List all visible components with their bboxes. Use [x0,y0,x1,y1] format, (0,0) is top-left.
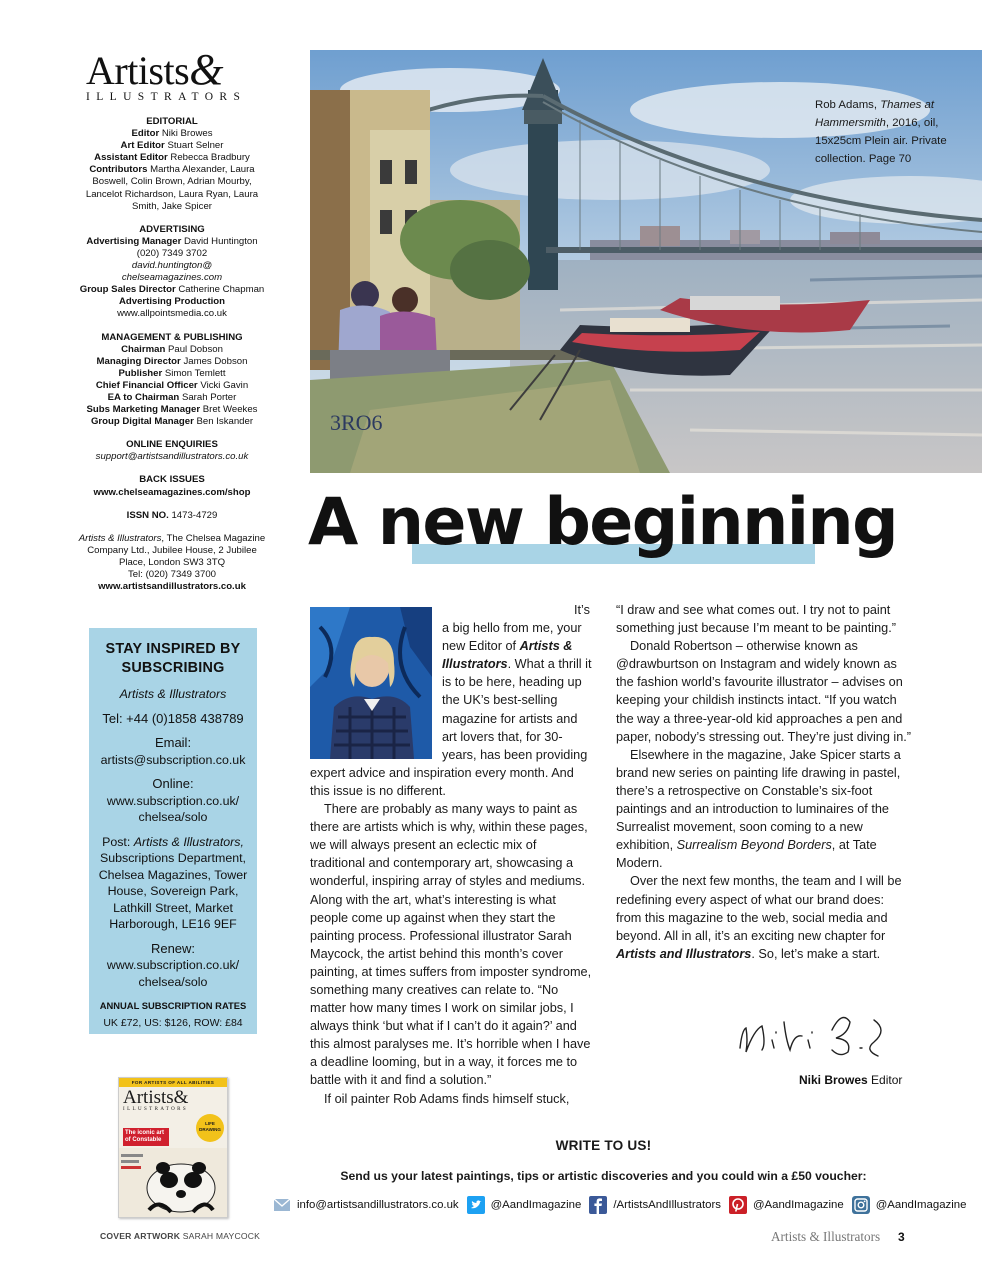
subscribe-rates: UK £72, US: $126, ROW: £84 [103,1016,243,1029]
hero-caption-artist: Rob Adams, [815,99,881,111]
hero-caption-title: Thames at Hammersmith [815,99,935,129]
contact-instagram[interactable] [852,1196,967,1214]
subscribe-post-mag: Artists & Illustrators, [133,834,244,849]
pinterest-icon [729,1196,747,1214]
signature-name [799,1073,902,1087]
credits-company [78,533,266,593]
contributors-label: Contributors [89,164,148,176]
col1-intro-b: . What a thrill it is to be here, heading up the UK’s best-selling magazine for artists and art lovers that, for 30-years, has been providing expert advice and inspiration every month. And this issue is no different. [310,657,592,798]
contact-row [273,1193,966,1217]
advertising-heading: ADVERTISING [139,223,205,235]
ad-phone: (020) 7349 3702 [136,247,208,259]
col2-p3-exhibit: Surrealism Beyond Borders [676,838,832,853]
assistant-editor-name: Rebecca Bradbury [170,152,250,164]
contact-twitter[interactable] [467,1196,582,1214]
back-issues-heading: BACK ISSUES [139,474,205,486]
group-sales-name: Catherine Chapman [178,284,265,296]
footer-page-number: 3 [898,1230,905,1244]
art-editor-name: Stuart Selner [167,140,224,152]
editor-signature [732,1000,892,1070]
write-to-us-subtitle: Send us your latest paintings, tips or artistic discoveries and you could win a £50 voucher: [340,1169,867,1183]
col2-p3-a: Elsewhere in the magazine, Jake Spicer starts a brand new series on painting life drawing in pastel, there’s a retrospective on Constable’s six-foot paintings and an introduction to luminaires of the Surrealist movement, soon coming to a new exhibition, [616,747,901,853]
subscribe-mag-name: Artists & Illustrators [119,687,227,701]
contact-email-text[interactable]: info@artistsandillustrators.co.uk [297,1199,459,1211]
ad-email-line1[interactable]: david.huntington@ [131,260,213,272]
signature-editor-name: Niki Browes [799,1073,868,1087]
col2-paragraph-2: Donald Robertson – otherwise known as @drawburtson on Instagram and widely known as the fashion world’s favourite illustrator – advises on keeping your childish instincts intact. “If you watch the way a three-year-old kid approaches a pen and paper, nobody’s stressing out. They’re just diving in.” [616,639,912,744]
col2-p3-b: , at Tate Modern. [616,838,877,871]
logo-subtitle: ILLUSTRATORS [86,91,247,103]
logo-ampersand: & [189,45,223,94]
md-name: James Dobson [183,355,248,367]
credits-advertising [78,224,266,321]
subscribe-tel: Tel: +44 (0)1858 438789 [102,710,244,726]
contact-pinterest[interactable] [729,1196,844,1214]
credits-back-issues [78,474,266,498]
company-name: Artists & Illustrators [78,532,162,544]
col1-paragraph-1 [310,601,592,800]
issn-label: ISSN NO. [126,509,169,521]
art-editor-label: Art Editor [120,140,165,152]
contact-pinterest-text[interactable]: @AandImagazine [752,1199,844,1211]
photo-float-spacer [310,601,442,751]
subscribe-online-url[interactable]: www.subscription.co.uk/ chelsea/solo [106,793,240,824]
cover-top-band: FOR ARTISTS OF ALL ABILITIES [119,1078,227,1087]
col1-intro-a: It’s a big hello from me, your new Editor of [442,603,590,654]
subscribe-email-label: Email: [154,735,192,750]
subscribe-renew-label: Renew: [150,940,196,956]
write-to-us-title: WRITE TO US! [555,1138,652,1153]
col2-paragraph-4 [616,872,912,962]
col2-p4-b: . So, let’s make a start. [751,946,881,961]
subs-name: Bret Weekes [202,404,258,416]
subscribe-post-address: Subscriptions Department, Chelsea Magazines, Tower House, Sovereign Park, Lathkill Street, Market Harborough, LE16 9EF [98,851,248,931]
article-column-2 [616,601,912,963]
hero-caption [815,96,955,168]
md-label: Managing Director [96,355,181,367]
hero-caption-details: , 2016, oil, 15x25cm Plein air. Private collection. Page 70 [815,117,947,165]
col1-paragraph-3: If oil painter Rob Adams finds himself stuck, [324,1091,570,1106]
cover-yellow-circle: LIFE DRAWING [196,1114,224,1142]
ad-production-url[interactable]: www.allpointsmedia.co.uk [117,308,227,320]
subscribe-post-label: Post: [102,834,131,849]
cover-panda-illustration [119,1148,227,1218]
cover-caption-label: COVER ARTWORK [100,1231,181,1241]
email-icon [273,1196,291,1214]
company-address: , The Chelsea Magazine Company Ltd., Jubilee House, 2 Jubilee Place, London SW3 3TQ [87,532,266,568]
chairman-label: Chairman [121,343,166,355]
facebook-icon [589,1196,607,1214]
publisher-name: Simon Temlett [164,367,226,379]
contact-email[interactable] [273,1196,459,1214]
masthead-logo [86,45,261,103]
cover-red-box: The iconic art of Constable [123,1128,169,1146]
col2-paragraph-1: “I draw and see what comes out. I try not to paint something just because I’m meant to be painting.” [616,603,896,636]
assistant-editor-label: Assistant Editor [94,152,168,164]
cover-caption-name: SARAH MAYCOCK [182,1231,261,1241]
cfo-name: Vicki Gavin [200,379,249,391]
company-tel: Tel: (020) 7349 3700 [127,569,216,580]
online-heading: ONLINE ENQUIRIES [126,439,218,451]
cover-logo: Artists& [123,1087,189,1108]
publisher-label: Publisher [118,367,163,379]
ad-production-label: Advertising Production [118,296,226,308]
subscribe-online-label: Online: [152,776,194,791]
ea-name: Sarah Porter [181,391,237,403]
subscribe-box [89,628,257,1034]
col2-p4-a: Over the next few months, the team and I will be redefining every aspect of what our brand does: from this magazine to the web, social media and beyond. All in all, it’s an exciting new chapter for [616,874,902,943]
subscribe-title: STAY INSPIRED BY SUBSCRIBING [105,641,241,676]
footer-publication: Artists & Illustrators [771,1229,881,1244]
logo-main: Artists [86,48,190,93]
credits-management [78,332,266,429]
editor-name: Niki Browes [161,128,213,140]
editorial-heading: EDITORIAL [146,116,198,127]
editor-label: Editor [131,128,160,140]
group-sales-label: Group Sales Director [79,284,176,296]
cfo-label: Chief Financial Officer [95,379,198,391]
article-column-1 [310,601,592,1108]
contact-twitter-text[interactable]: @AandImagazine [490,1199,582,1211]
twitter-icon [467,1196,485,1214]
col2-paragraph-3 [616,746,912,873]
contact-facebook[interactable] [589,1196,721,1214]
article-headline: A new beginning [308,485,898,560]
svg-text:3RO6: 3RO6 [330,410,383,435]
chairman-name: Paul Dobson [167,343,223,355]
company-url[interactable]: www.artistsandillustrators.co.uk [98,581,246,593]
signature-editor-title: Editor [871,1073,903,1087]
contact-instagram-text[interactable]: @AandImagazine [875,1199,967,1211]
ea-label: EA to Chairman [107,391,180,403]
credits-editorial [78,116,266,213]
subscribe-renew-url[interactable]: www.subscription.co.uk/ chelsea/solo [106,958,240,989]
credits-online [78,439,266,463]
instagram-icon [852,1196,870,1214]
subscribe-rates-heading: ANNUAL SUBSCRIPTION RATES [99,1000,247,1011]
ad-manager-label: Advertising Manager [86,235,182,247]
col1-paragraph-2: There are probably as many ways to paint as there are artists which is why, within these pages, we will always present an eclectic mix of traditional and contemporary art, showcasing a wonderful, inspiring array of styles and mediums. Along with the art, what’s interesting is what people come up against when they start the painting process. Professional illustrator Sarah Maycock, the artist behind this month’s cover painting, at times suffers from imposter syndrome, something many creatives can relate to. “No matter how many times I work on similar jobs, I always think ‘but what if I can’t do it again?’ and this almost paralyses me. It’s horrible when I have a deadline looming, but in a way, it forces me to battle with it and find a solution.” [310,802,592,1088]
contact-facebook-text[interactable]: /ArtistsAndIllustrators [613,1199,721,1211]
contributors-names: Martha Alexander, Laura Boswell, Colin Brown, Adrian Mourby, Lancelot Richardson, Laura Ryan, Laura Smith, Jake Spicer [85,164,259,212]
back-issues-url[interactable]: www.chelseamagazines.com/shop [93,486,251,498]
subscribe-email[interactable]: artists@subscription.co.uk [100,752,246,767]
cover-caption [100,1231,260,1241]
col2-p4-mag: Artists and Illustrators [616,946,752,961]
subs-label: Subs Marketing Manager [86,404,201,416]
issn-value: 1473-4729 [171,509,218,521]
management-heading: MANAGEMENT & PUBLISHING [101,331,243,343]
cover-logo-sub: ILLUSTRATORS [123,1107,189,1112]
digital-label: Group Digital Manager [90,416,194,428]
ad-manager-name: David Huntington [183,235,258,247]
digital-name: Ben Iskander [196,416,254,428]
online-email[interactable]: support@artistsandillustrators.co.uk [95,451,249,463]
col1-intro-mag: Artists & Illustrators [442,639,573,672]
masthead-credits [78,116,266,604]
ad-email-line2[interactable]: chelseamagazines.com [121,272,223,284]
credits-issn [78,510,266,522]
